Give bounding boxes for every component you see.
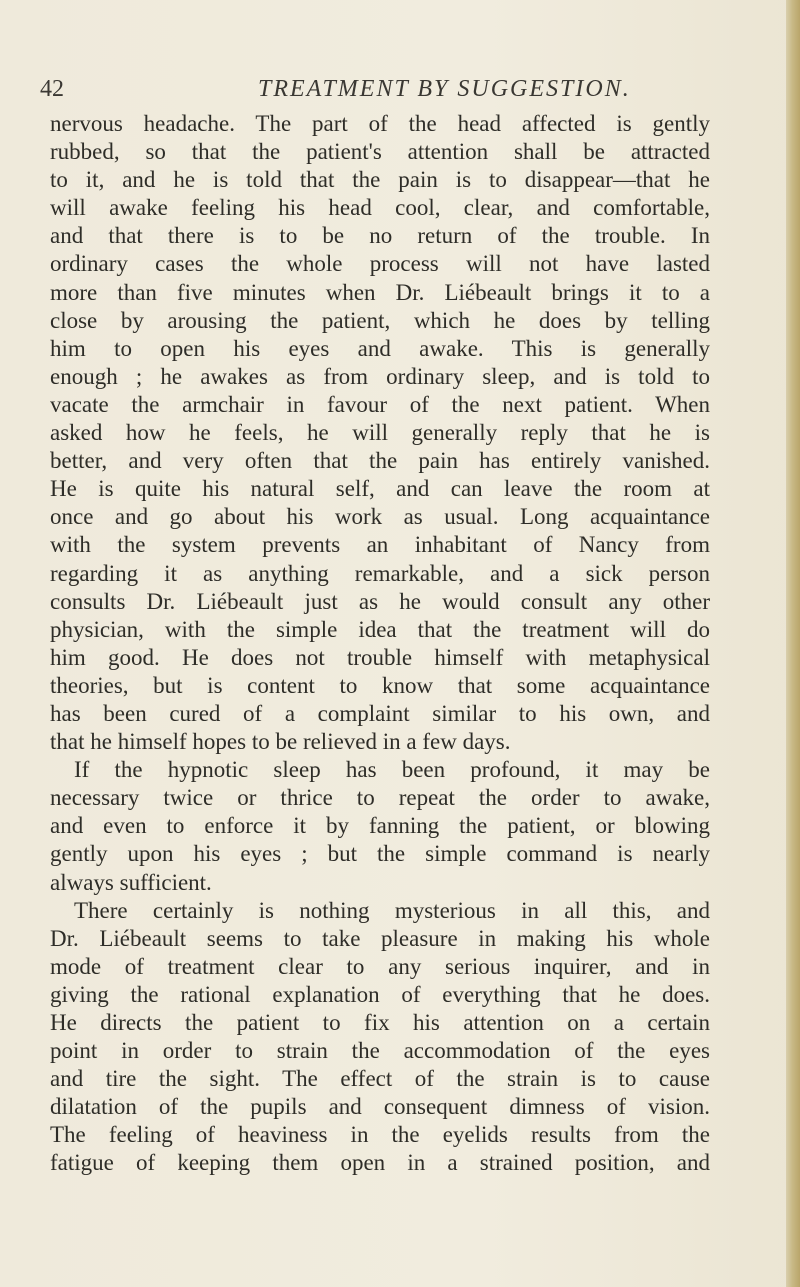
text-line: once and go about his work as usual. Long acquaintance <box>50 504 710 530</box>
text-line: him to open his eyes and awake. This is generally <box>50 335 710 361</box>
text-line: He is quite his natural self, and can leave the room at <box>50 476 710 502</box>
text-line: If the hypnotic sleep has been profound, it may be <box>74 757 710 783</box>
page-number: 42 <box>40 76 64 102</box>
running-head: TREATMENT BY SUGGESTION. <box>258 76 631 102</box>
text-line: The feeling of heaviness in the eyelids results from the <box>50 1122 710 1148</box>
text-line: and tire the sight. The effect of the strain is to cause <box>50 1066 710 1092</box>
text-line: There certainly is nothing mysterious in all this, and <box>74 897 710 923</box>
text-line: dilatation of the pupils and consequent dimness of vision. <box>50 1094 710 1120</box>
text-line: always sufficient. <box>50 869 212 895</box>
text-line: more than five minutes when Dr. Liébeault brings it to a <box>50 279 710 305</box>
text-line: ordinary cases the whole process will not have lasted <box>50 251 710 277</box>
text-line: gently upon his eyes ; but the simple command is nearly <box>50 841 710 867</box>
text-line: necessary twice or thrice to repeat the order to awake, <box>50 785 710 811</box>
text-line: asked how he feels, he will generally reply that he is <box>50 420 710 446</box>
text-line: theories, but is content to know that some acquaintance <box>50 672 710 698</box>
text-line: and even to enforce it by fanning the patient, or blowing <box>50 813 710 839</box>
page-edge <box>786 0 800 1287</box>
text-line: enough ; he awakes as from ordinary sleep, and is told to <box>50 363 710 389</box>
text-line: vacate the armchair in favour of the next patient. When <box>50 391 710 417</box>
text-line: close by arousing the patient, which he does by telling <box>50 307 710 333</box>
text-line: will awake feeling his head cool, clear, and comfortable, <box>50 195 710 221</box>
page-header <box>40 72 680 106</box>
text-line: mode of treatment clear to any serious inquirer, and in <box>50 953 710 979</box>
text-line: with the system prevents an inhabitant of Nancy from <box>50 532 710 558</box>
text-line: has been cured of a complaint similar to his own, and <box>50 700 710 726</box>
text-line: He directs the patient to fix his attention on a certain <box>50 1010 710 1035</box>
text-line: Dr. Liébeault seems to take pleasure in making his whole <box>50 925 710 951</box>
body-text <box>50 110 710 1178</box>
text-line: better, and very often that the pain has entirely vanished. <box>50 448 710 474</box>
text-line: nervous headache. The part of the head affected is gently <box>50 111 710 136</box>
text-line: him good. He does not trouble himself with metaphysical <box>50 644 710 670</box>
text-line: fatigue of keeping them open in a strained position, and <box>50 1150 710 1176</box>
text-line: consults Dr. Liébeault just as he would consult any other <box>50 588 710 614</box>
text-line: rubbed, so that the patient's attention shall be attracted <box>50 139 710 165</box>
text-line: that he himself hopes to be relieved in a few days. <box>50 729 511 755</box>
text-line: giving the rational explanation of everything that he does. <box>50 981 710 1007</box>
text-line: to it, and he is told that the pain is to disappear—that he <box>50 167 710 193</box>
text-line: physician, with the simple idea that the treatment will do <box>50 616 710 642</box>
text-line: and that there is to be no return of the trouble. In <box>50 223 710 249</box>
text-line: regarding it as anything remarkable, and a sick person <box>50 560 710 586</box>
text-line: point in order to strain the accommodation of the eyes <box>50 1038 710 1064</box>
